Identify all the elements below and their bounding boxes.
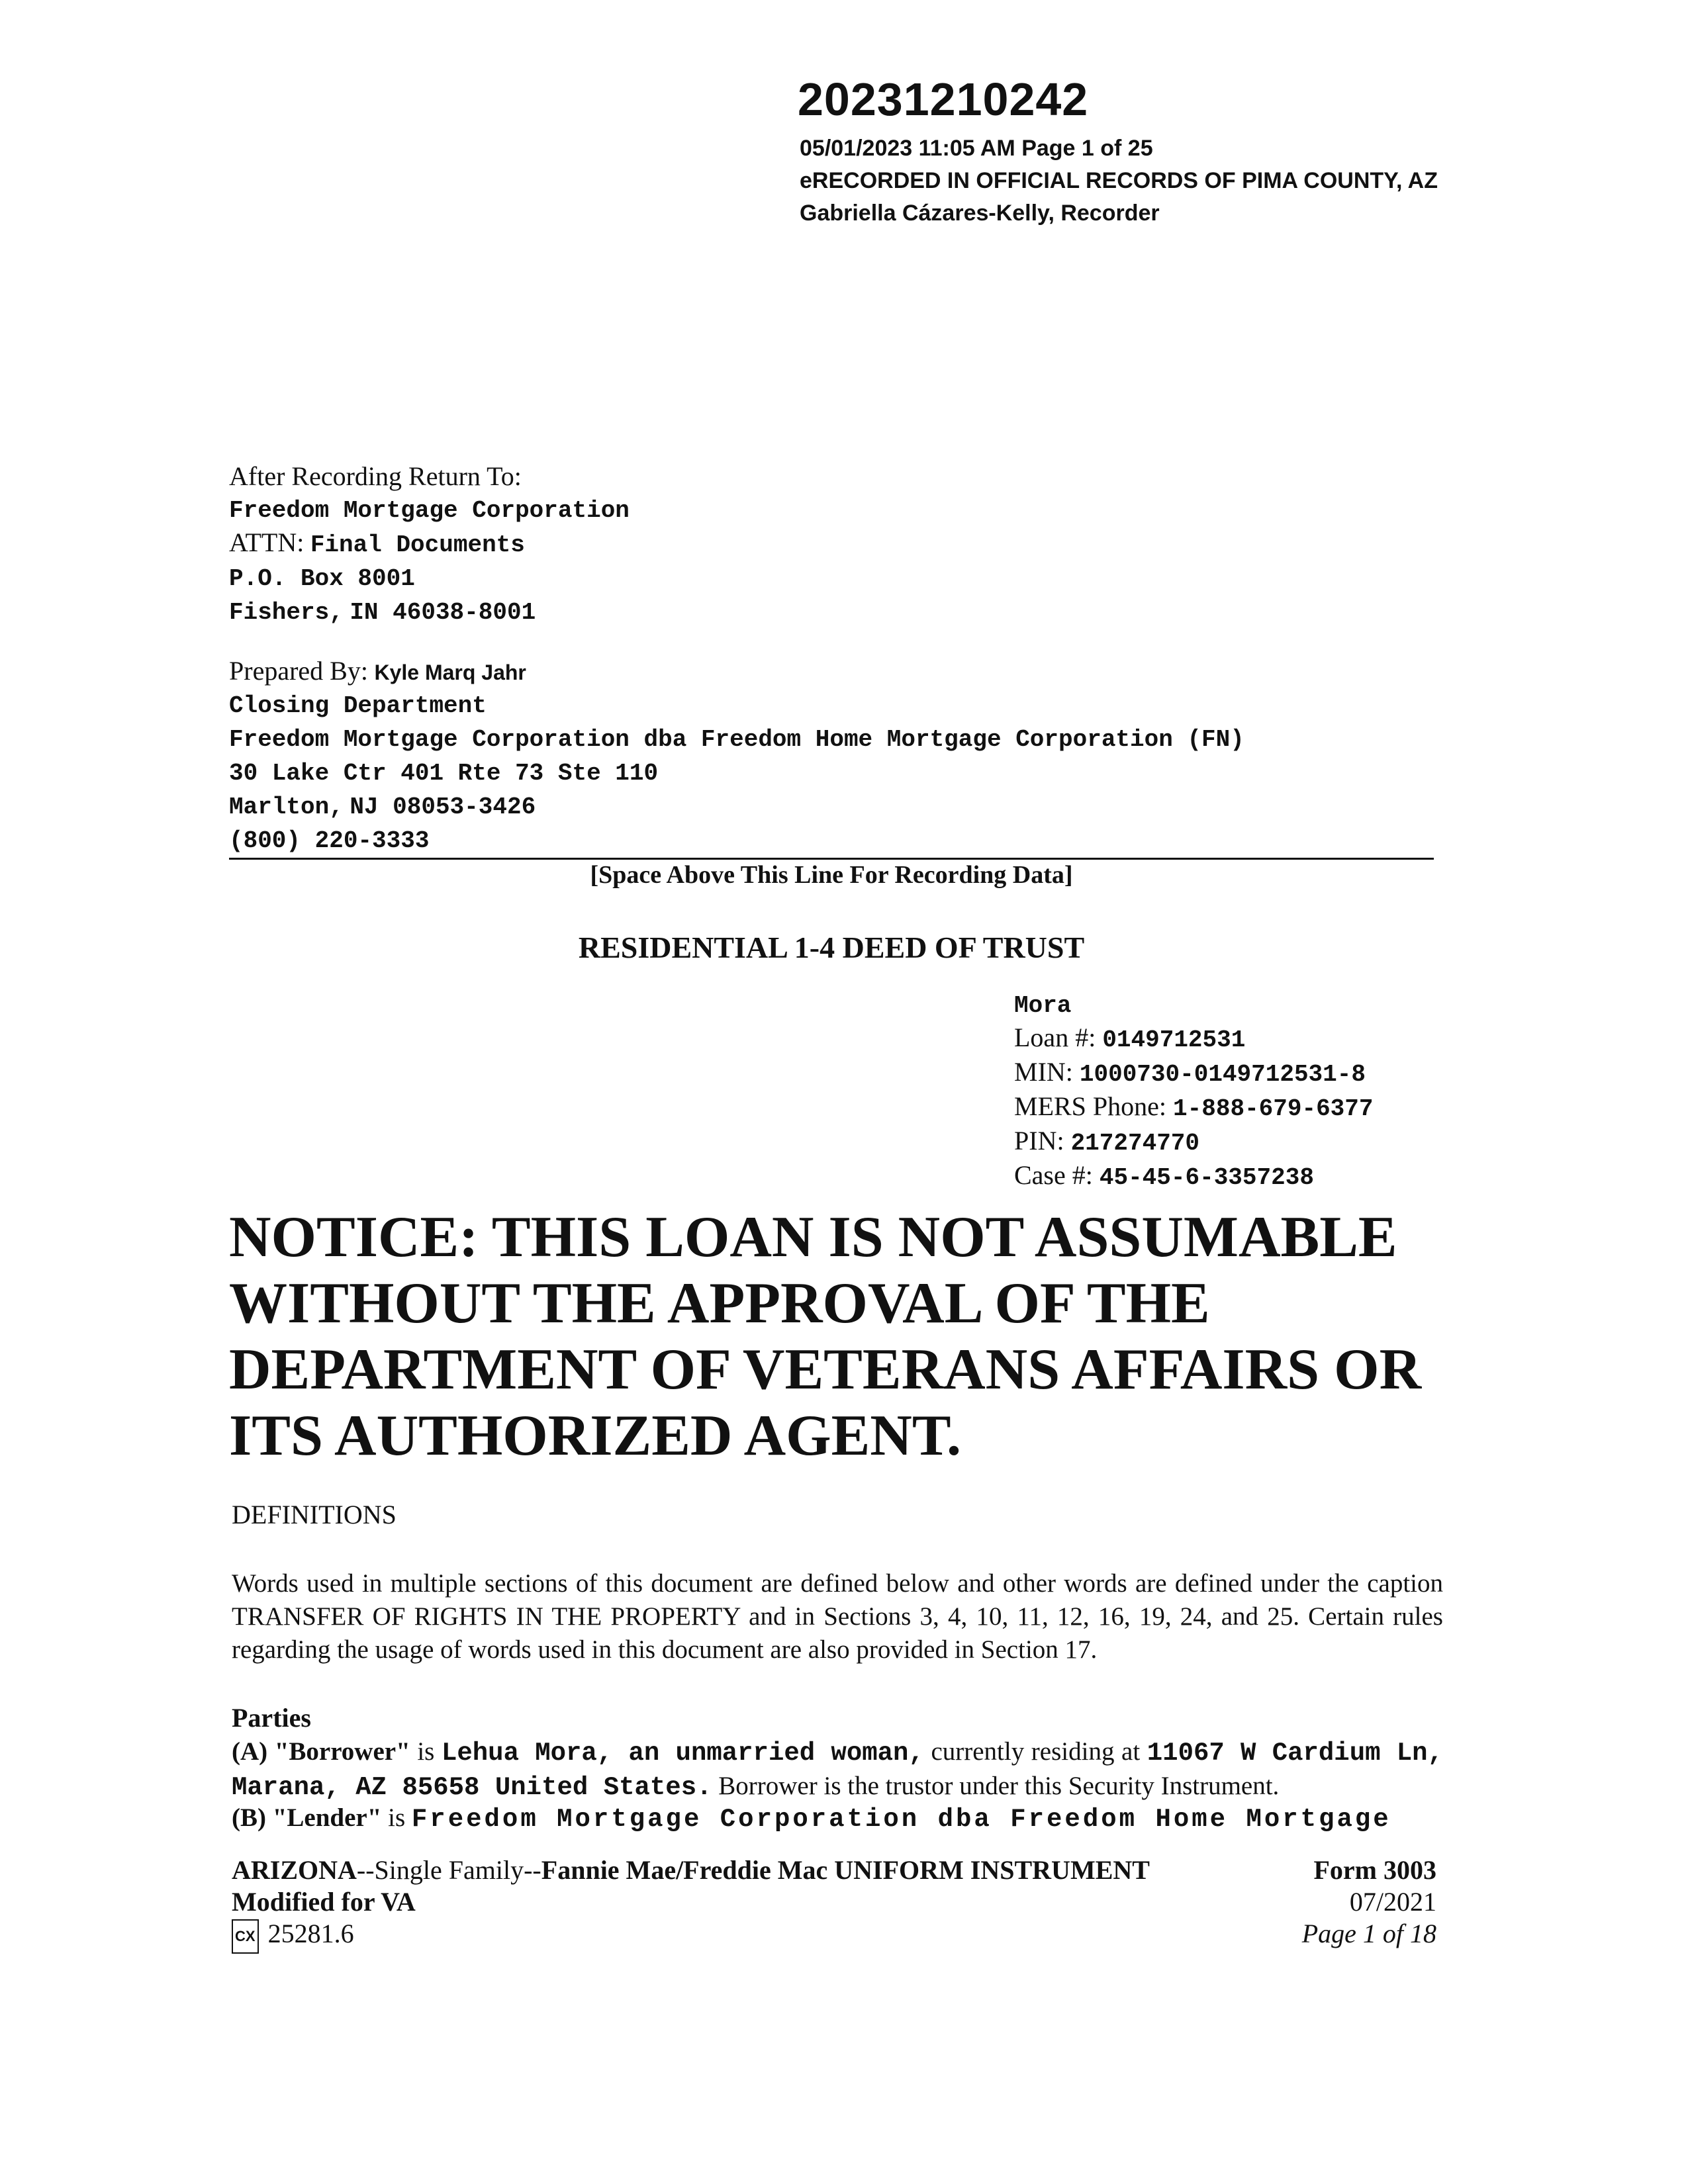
prepared-by-label: Prepared By: <box>229 656 368 686</box>
recording-datetime-page: 05/01/2023 11:05 AM Page 1 of 25 <box>800 136 1153 161</box>
definitions-paragraph: Words used in multiple sections of this document are defined below and other words are defined under the caption TRANSFER OF RIGHTS IN THE PROPERTY and in Sections 3, 4, 10, 11, 12, 16, 19, 24, and 25. Certain rules regarding the usage of words used in this document are also provided in Section 17. <box>232 1569 1443 1664</box>
return-to-po-box: P.O. Box 8001 <box>229 565 415 592</box>
return-to-label: After Recording Return To: <box>229 461 522 491</box>
borrower-residing-text: currently residing at <box>931 1737 1141 1766</box>
footer-code: 25281.6 <box>267 1919 354 1948</box>
prepared-by-company: Freedom Mortgage Corporation dba Freedom Home Mortgage Corporation (FN) <box>229 726 1244 753</box>
prepared-by-street: 30 Lake Ctr 401 Rte 73 Ste 110 <box>229 760 659 787</box>
recording-number: 20231210242 <box>798 73 1089 125</box>
lender-term: (B) "Lender" <box>232 1803 382 1832</box>
notice-line-1: NOTICE: THIS LOAN IS NOT ASSUMABLE <box>229 1205 1397 1269</box>
prepared-by-name: Kyle Marq Jahr <box>374 660 526 684</box>
form-footer-right <box>1258 1854 1436 1950</box>
return-to-company: Freedom Mortgage Corporation <box>229 497 630 524</box>
return-to-block <box>229 461 630 629</box>
recording-data-divider <box>229 858 1434 860</box>
borrower-is: is <box>417 1737 435 1766</box>
borrower-name: Lehua Mora, an unmarried woman, <box>441 1739 924 1768</box>
min-value: 1000730-0149712531-8 <box>1079 1061 1366 1088</box>
loan-number-label: Loan #: <box>1014 1023 1096 1052</box>
prepared-by-state-zip: NJ 08053-3426 <box>350 794 536 821</box>
case-number-label: Case #: <box>1014 1160 1093 1190</box>
loan-info-block <box>1014 987 1374 1194</box>
lender-name: Freedom Mortgage Corporation dba Freedom Home Mortgage <box>411 1805 1391 1834</box>
recorder-name: Gabriella Cázares-Kelly, Recorder <box>800 201 1160 226</box>
space-above-caption: [Space Above This Line For Recording Data] <box>590 861 1073 889</box>
footer-page-number: Page 1 of 18 <box>1301 1919 1436 1948</box>
min-label: MIN: <box>1014 1057 1073 1087</box>
party-borrower <box>232 1735 1443 1804</box>
footer-form-date: 07/2021 <box>1349 1887 1436 1917</box>
borrower-trustor-text: Borrower is the trustor under this Security Instrument. <box>718 1772 1280 1800</box>
case-number-value: 45-45-6-3357238 <box>1099 1164 1314 1191</box>
attn-value: Final Documents <box>310 531 525 559</box>
cx-logo-icon: CX <box>232 1919 259 1954</box>
form-footer-left <box>232 1854 1150 1954</box>
recording-office: eRECORDED IN OFFICIAL RECORDS OF PIMA COUNTY, AZ <box>800 168 1438 193</box>
footer-separator: --Single Family-- <box>356 1855 541 1885</box>
pin-label: PIN: <box>1014 1126 1064 1156</box>
assumability-notice <box>229 1205 1487 1469</box>
prepared-by-department: Closing Department <box>229 692 487 719</box>
mers-phone-label: MERS Phone: <box>1014 1091 1167 1121</box>
attn-label: ATTN: <box>229 527 305 557</box>
prepared-by-block <box>229 655 1244 857</box>
notice-line-4: ITS AUTHORIZED AGENT. <box>229 1404 962 1468</box>
party-lender <box>232 1801 1443 1836</box>
return-to-city: Fishers, <box>229 599 344 626</box>
borrower-address: 11067 W Cardium Ln, Marana, AZ 85658 United States. <box>232 1739 1443 1802</box>
mers-phone-value: 1-888-679-6377 <box>1173 1095 1374 1122</box>
prepared-by-phone: (800) 220-3333 <box>229 827 430 854</box>
notice-line-3: DEPARTMENT OF VETERANS AFFAIRS OR <box>229 1338 1422 1402</box>
prepared-by-city: Marlton, <box>229 794 344 821</box>
return-to-state-zip: IN 46038-8001 <box>350 599 536 626</box>
footer-state: ARIZONA <box>232 1855 357 1885</box>
footer-instrument: Fannie Mae/Freddie Mac UNIFORM INSTRUMENT <box>541 1855 1150 1885</box>
loan-number-value: 0149712531 <box>1102 1026 1246 1054</box>
borrower-term: (A) "Borrower" <box>232 1737 410 1766</box>
definitions-heading: DEFINITIONS <box>232 1500 397 1529</box>
loan-borrower-name: Mora <box>1014 992 1072 1019</box>
document-title: RESIDENTIAL 1-4 DEED OF TRUST <box>578 931 1085 964</box>
lender-is: is <box>388 1803 406 1832</box>
parties-heading: Parties <box>232 1703 311 1733</box>
pin-value: 217274770 <box>1070 1130 1200 1157</box>
footer-form-number: Form 3003 <box>1313 1855 1436 1885</box>
notice-line-2: WITHOUT THE APPROVAL OF THE <box>229 1271 1210 1336</box>
footer-modified: Modified for VA <box>232 1887 416 1917</box>
